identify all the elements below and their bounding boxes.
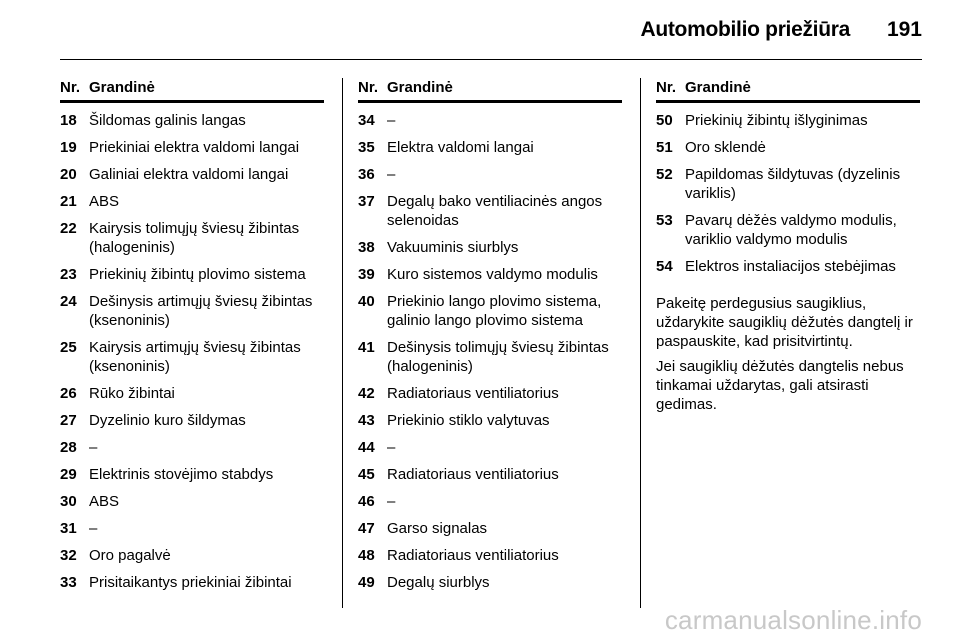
circuit-name: Kuro sistemos valdymo modulis [387, 266, 598, 283]
fuse-number: 34 [358, 112, 375, 129]
fuse-number: 20 [60, 166, 77, 183]
table-row [60, 492, 324, 511]
fuse-number: 21 [60, 193, 77, 210]
table-header [656, 78, 920, 103]
fuse-number: 32 [60, 547, 77, 564]
circuit-name: Priekinio stiklo valytuvas [387, 412, 550, 429]
fuse-number: 28 [60, 439, 77, 456]
table-row [358, 492, 622, 511]
table-row [60, 573, 324, 592]
fuse-number: 31 [60, 520, 77, 537]
fuse-number: 27 [60, 412, 77, 429]
column-divider [640, 78, 641, 608]
circuit-name: Vakuuminis siurblys [387, 239, 519, 256]
table-row [358, 338, 622, 376]
table-row [60, 192, 324, 211]
fuse-number: 45 [358, 466, 375, 483]
circuit-name: Dešinysis tolimųjų šviesų žibintas (halogeninis) [387, 339, 609, 375]
watermark: carmanualsonline.info [664, 605, 922, 635]
circuit-name: ABS [89, 193, 120, 210]
table-row [358, 519, 622, 538]
circuit-name: Šildomas galinis langas [89, 112, 246, 129]
circuit-name: Oro pagalvė [89, 547, 171, 564]
circuit-name: Rūko žibintai [89, 385, 175, 402]
fuse-number: 54 [656, 258, 673, 275]
table-row [358, 238, 622, 257]
circuit-name: Priekinių žibintų išlyginimas [685, 112, 868, 129]
page-title: Automobilio priežiūra [640, 18, 850, 41]
fuse-number: 50 [656, 112, 673, 129]
table-row [358, 192, 622, 230]
table-row [60, 465, 324, 484]
table-row [60, 438, 324, 457]
circuit-name: Priekiniai elektra valdomi langai [89, 139, 300, 156]
circuit-name: Priekinių žibintų plovimo sistema [89, 266, 306, 283]
table-row [60, 411, 324, 430]
circuit-name: Degalų siurblys [387, 574, 490, 591]
fuse-number: 39 [358, 266, 375, 283]
table-row [60, 165, 324, 184]
table-row [60, 111, 324, 130]
fuse-number: 47 [358, 520, 375, 537]
header-divider [60, 59, 922, 60]
circuit-name: Kairysis artimųjų šviesų žibintas (ksenoninis) [89, 339, 301, 375]
fuse-number: 42 [358, 385, 375, 402]
header-label: Grandinė [685, 79, 751, 96]
fuse-number: 29 [60, 466, 77, 483]
header-nr: Nr. [656, 79, 677, 96]
table-header [358, 78, 622, 103]
circuit-name: – [387, 166, 396, 183]
paragraph: Pakeitę perdegusius saugiklius, uždarykite saugiklių dėžutės dangtelį ir paspauskite, kad prisitvirtintų. [656, 295, 913, 350]
fuse-number: 33 [60, 574, 77, 591]
fuse-number: 24 [60, 293, 77, 310]
circuit-name: Galiniai elektra valdomi langai [89, 166, 289, 183]
table-row [656, 257, 920, 276]
circuit-name: – [387, 493, 396, 510]
table-row [60, 138, 324, 157]
fuse-number: 19 [60, 139, 77, 156]
table-row [60, 338, 324, 376]
circuit-name: ABS [89, 493, 120, 510]
table-row [656, 165, 920, 203]
circuit-name: Degalų bako ventiliacinės angos selenoidas [387, 193, 603, 229]
column-divider [342, 78, 343, 608]
fuse-number: 44 [358, 439, 375, 456]
fuse-number: 49 [358, 574, 375, 591]
circuit-name: – [89, 439, 98, 456]
fuse-number: 26 [60, 385, 77, 402]
table-header [60, 78, 324, 103]
circuit-name: – [89, 520, 98, 537]
table-row [358, 138, 622, 157]
fuse-number: 48 [358, 547, 375, 564]
circuit-name: Prisitaikantys priekiniai žibintai [89, 574, 292, 591]
table-row [60, 265, 324, 284]
circuit-name: Papildomas šildytuvas (dyzelinis variklis) [685, 166, 901, 202]
circuit-name: Elektros instaliacijos stebėjimas [685, 258, 896, 275]
table-row [60, 384, 324, 403]
fuse-number: 41 [358, 339, 375, 356]
table-row [358, 465, 622, 484]
fuse-number: 35 [358, 139, 375, 156]
fuse-number: 52 [656, 166, 673, 183]
circuit-name: Priekinio lango plovimo sistema, galinio lango plovimo sistema [387, 293, 602, 329]
fuse-number: 23 [60, 266, 77, 283]
table-row [358, 573, 622, 592]
table-row [60, 292, 324, 330]
circuit-name: Radiatoriaus ventiliatorius [387, 466, 559, 483]
table-row [358, 438, 622, 457]
circuit-name: Elektrinis stovėjimo stabdys [89, 466, 274, 483]
table-row [358, 384, 622, 403]
fuse-table-column-2 [358, 78, 622, 600]
fuse-number: 38 [358, 239, 375, 256]
fuse-number: 37 [358, 193, 375, 210]
circuit-name: Radiatoriaus ventiliatorius [387, 385, 559, 402]
fuse-number: 18 [60, 112, 77, 129]
table-row [358, 165, 622, 184]
table-row [656, 138, 920, 157]
fuse-number: 36 [358, 166, 375, 183]
table-row [656, 211, 920, 249]
header-label: Grandinė [387, 79, 453, 96]
circuit-name: Pavarų dėžės valdymo modulis, variklio valdymo modulis [685, 212, 897, 248]
circuit-name: – [387, 439, 396, 456]
table-row [60, 519, 324, 538]
table-row [60, 546, 324, 565]
fuse-number: 51 [656, 139, 673, 156]
fuse-table-column-1 [60, 78, 324, 600]
table-row [358, 411, 622, 430]
table-row [358, 546, 622, 565]
fuse-number: 25 [60, 339, 77, 356]
paragraph: Jei saugiklių dėžutės dangtelis nebus tinkamai uždarytas, gali atsirasti gedimas. [656, 358, 904, 413]
table-row [60, 219, 324, 257]
circuit-name: Kairysis tolimųjų šviesų žibintas (halogeninis) [89, 220, 300, 256]
fuse-number: 53 [656, 212, 673, 229]
circuit-name: Garso signalas [387, 520, 488, 537]
header-label: Grandinė [89, 79, 155, 96]
page-header [0, 0, 960, 60]
table-row [358, 111, 622, 130]
fuse-number: 43 [358, 412, 375, 429]
table-row [358, 265, 622, 284]
circuit-name: Dyzelinio kuro šildymas [89, 412, 246, 429]
fuse-number: 46 [358, 493, 375, 510]
fuse-number: 40 [358, 293, 375, 310]
circuit-name: Radiatoriaus ventiliatorius [387, 547, 559, 564]
page-number: 191 [886, 18, 922, 41]
fuse-table-column-3 [656, 78, 920, 420]
fuse-number: 22 [60, 220, 77, 237]
circuit-name: Dešinysis artimųjų šviesų žibintas (ksenoninis) [89, 293, 313, 329]
fuse-number: 30 [60, 493, 77, 510]
table-row [358, 292, 622, 330]
table-row [656, 111, 920, 130]
circuit-name: – [387, 112, 396, 129]
header-nr: Nr. [60, 79, 81, 96]
circuit-name: Elektra valdomi langai [387, 139, 534, 156]
header-nr: Nr. [358, 79, 379, 96]
circuit-name: Oro sklendė [685, 139, 766, 156]
